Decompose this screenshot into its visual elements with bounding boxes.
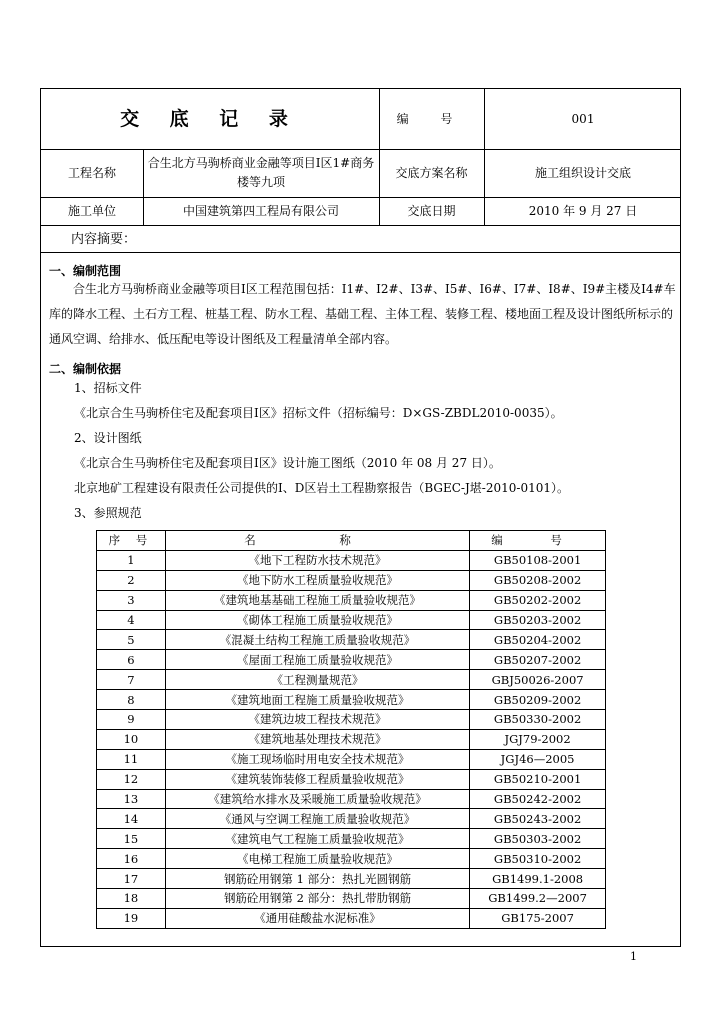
standard-code: GB50310-2002 [470,849,606,869]
table-row [97,550,606,570]
table-row [97,749,606,769]
standard-code: GB1499.1-2008 [470,869,606,889]
table-row [97,690,606,710]
table-row [97,729,606,749]
standard-name: 《建筑地基基础工程施工质量验收规范》 [165,590,469,610]
standard-code: JGJ79-2002 [470,729,606,749]
table-row [97,889,606,909]
table-row [97,809,606,829]
scope-paragraph: 合生北方马驹桥商业金融等项目I区工程范围包括：I1#、I2#、I3#、I5#、I6#、I7#、I8#、I9#主楼及I4#车库的降水工程、土石方工程、桩基工程、防水工程、基础工程、主体工程、装修工程、楼地面工程及设计图纸所标示的通风空调、给排水、低压配电等设计图纸及工程量清单全部内容。 [49,282,676,346]
project-name-label: 工程名称 [67,165,116,180]
row-index: 1 [97,550,166,570]
basis-item-title: 3、参照规范 [74,506,142,520]
standard-code: GB50243-2002 [470,809,606,829]
standard-name: 《建筑地面工程施工质量验收规范》 [165,690,469,710]
table-row [97,829,606,849]
row-index: 13 [97,789,166,809]
table-row [97,869,606,889]
handover-date-value: 2010 年 9 月 27 日 [528,203,638,218]
row-divider [41,252,680,253]
row-index: 7 [97,670,166,690]
column-header: 编 号 [470,531,606,551]
row-index: 15 [97,829,166,849]
basis-item-title: 2、设计图纸 [74,431,142,445]
basis-item-text: 《北京合生马驹桥住宅及配套项目I区》招标文件（招标编号：D×GS-ZBDL2010-0035）。 [74,406,563,420]
standard-name: 《混凝土结构工程施工质量验收规范》 [165,630,469,650]
standard-name: 《建筑边坡工程技术规范》 [165,710,469,730]
standard-code: GB50303-2002 [470,829,606,849]
standard-code: GB50330-2002 [470,710,606,730]
standard-name: 《地下防水工程质量验收规范》 [165,570,469,590]
table-row [97,650,606,670]
standard-code: GB50242-2002 [470,789,606,809]
standard-name: 《通用硅酸盐水泥标准》 [165,908,469,928]
standard-code: GB50203-2002 [470,610,606,630]
standard-code: GB50202-2002 [470,590,606,610]
standard-code: GB50208-2002 [470,570,606,590]
table-row [97,670,606,690]
standard-code: GBJ50026-2007 [470,670,606,690]
standard-name: 《通风与空调工程施工质量验收规范》 [165,809,469,829]
row-index: 5 [97,630,166,650]
row-index: 4 [97,610,166,630]
standard-name: 《电梯工程施工质量验收规范》 [165,849,469,869]
table-row [97,849,606,869]
table-row [97,630,606,650]
basis-item-title: 1、招标文件 [74,381,142,395]
construction-unit-label: 施工单位 [67,203,116,218]
row-index: 10 [97,729,166,749]
row-divider [41,225,680,226]
basis-item-text: 北京地矿工程建设有限责任公司提供的I、D区岩土工程勘察报告（BGEC-J堪-2010-0101）。 [74,481,569,495]
number-label: 编 号 [396,111,467,126]
standard-name: 《地下工程防水技术规范》 [165,550,469,570]
number-value: 001 [571,111,595,126]
row-index: 3 [97,590,166,610]
table-header-row [97,531,606,551]
table-row [97,789,606,809]
standard-code: GB50207-2002 [470,650,606,670]
standard-code: GB1499.2—2007 [470,889,606,909]
standard-name: 《建筑电气工程施工质量验收规范》 [165,829,469,849]
handover-record-form [40,88,681,947]
standards-table [96,530,606,929]
standard-code: GB50210-2001 [470,769,606,789]
row-index: 19 [97,908,166,928]
handover-date-label: 交底日期 [407,203,456,218]
standard-name: 《屋面工程施工质量验收规范》 [165,650,469,670]
row-index: 17 [97,869,166,889]
column-header: 名 称 [165,531,469,551]
section-heading: 二、编制依据 [49,362,122,376]
standard-code: GB50204-2002 [470,630,606,650]
standard-name: 《工程测量规范》 [165,670,469,690]
basis-item-text: 《北京合生马驹桥住宅及配套项目I区》设计施工图纸（2010 年 08 月 27 日）。 [74,456,501,470]
section-heading: 一、编制范围 [49,264,122,278]
standard-code: JGJ46—2005 [470,749,606,769]
standard-name: 钢筋砼用钢第 2 部分：热扎带肋钢筋 [165,889,469,909]
row-index: 6 [97,650,166,670]
row-index: 14 [97,809,166,829]
standard-name: 《建筑给水排水及采暖施工质量验收规范》 [165,789,469,809]
standard-name: 《砌体工程施工质量验收规范》 [165,610,469,630]
table-row [97,570,606,590]
row-index: 18 [97,889,166,909]
summary-label: 内容摘要： [71,232,137,247]
column-header: 序 号 [97,531,166,551]
row-index: 12 [97,769,166,789]
scheme-name-label: 交底方案名称 [395,165,468,180]
page-title: 交 底 记 录 [120,107,300,130]
row-index: 8 [97,690,166,710]
standard-code: GB175-2007 [470,908,606,928]
standard-code: GB50209-2002 [470,690,606,710]
row-index: 11 [97,749,166,769]
standard-name: 《施工现场临时用电安全技术规范》 [165,749,469,769]
standard-name: 《建筑装饰装修工程质量验收规范》 [165,769,469,789]
table-row [97,590,606,610]
standard-name: 钢筋砼用钢第 1 部分：热扎光圆钢筋 [165,869,469,889]
table-row [97,908,606,928]
row-index: 2 [97,570,166,590]
construction-unit-value: 中国建筑第四工程局有限公司 [182,203,339,218]
scheme-name-value: 施工组织设计交底 [534,165,631,180]
project-name-value: 合生北方马驹桥商业金融等项目I区1#商务楼等九项 [147,156,375,189]
table-row [97,610,606,630]
standard-name: 《建筑地基处理技术规范》 [165,729,469,749]
table-row [97,769,606,789]
page-number: 1 [630,950,637,963]
table-row [97,710,606,730]
row-index: 9 [97,710,166,730]
row-index: 16 [97,849,166,869]
standard-code: GB50108-2001 [470,550,606,570]
